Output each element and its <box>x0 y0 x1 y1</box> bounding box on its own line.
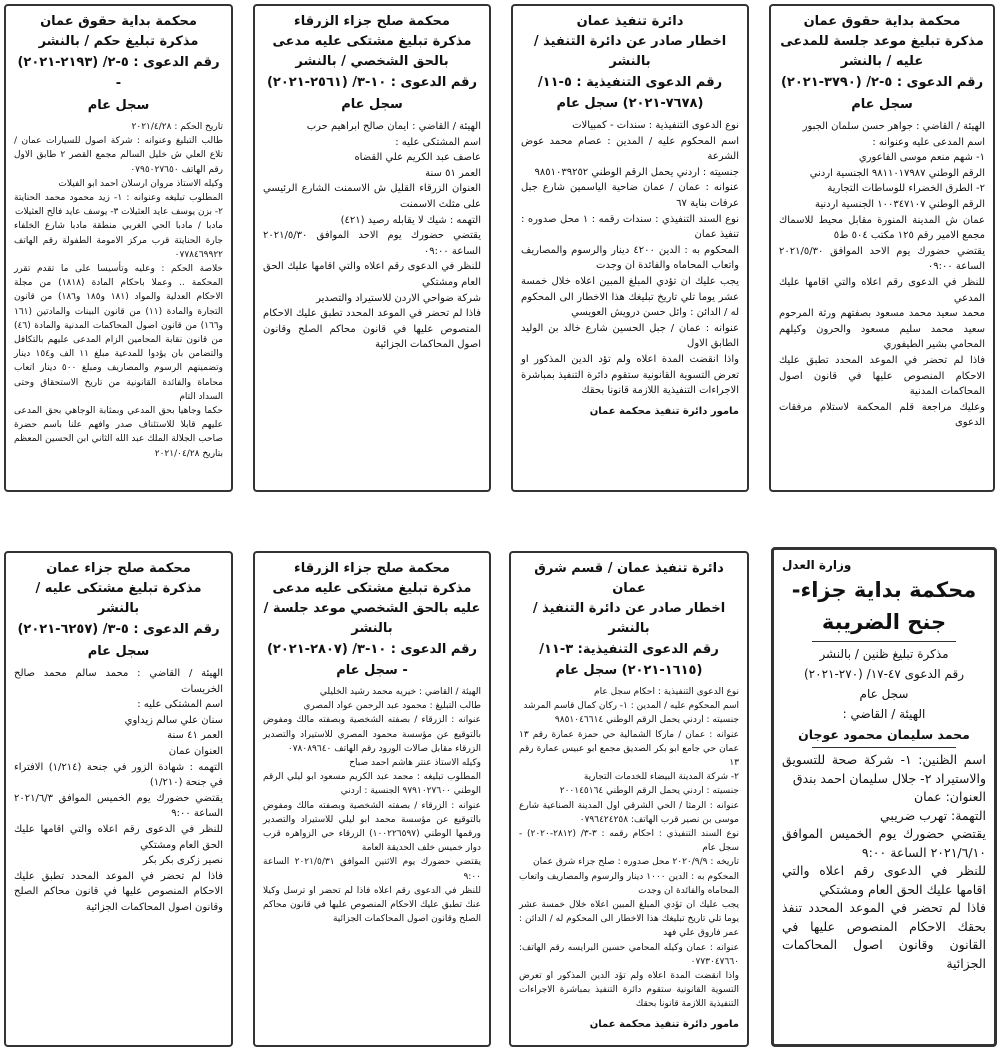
registry-label: سجل عام <box>87 98 150 113</box>
notice-line: اسم المحكوم عليه / المدين : ١- ركان كمال قاسم المرشد <box>523 701 739 712</box>
notice-line: العنوان: عمان <box>913 789 986 804</box>
notice-line: يقتضي حضورك يوم الاحد الموافق ٢٠٢١/٥/٣٠ الساعة ٠٩:٠٠ <box>779 245 985 273</box>
notice-line: العمر ٥١ سنة <box>425 167 481 179</box>
notice-line: عنوانه : الزرقاء / بصفته الشخصية وبصفته مالك ومفوض بالتوقيع عن مؤسسة محمد ابو ليلي للاستيراد والتصدير ورقمها الوطني (١٠٠٢٢٦٥٩٧) الزرقاء حي الزواهره قرب دوار خميس خلف الحديقة العامة <box>263 800 482 854</box>
notice-line: للنظر في الدعوى رقم اعلاه فاذا لم تحضر او ترسل وكيلا عنك تطبق عليك الاحكام المنصوص عليها في قانون محاكم الصلح وقانون اصول المحاكمات الجزائية <box>263 885 481 925</box>
notice-line: يقتضي حضورك يوم الاثنين الموافق ٢٠٢١/٥/٣١ الساعة ٩:٠٠ <box>263 857 481 882</box>
notice-east-amman-execution <box>509 551 749 1047</box>
notice-line: عنوانه : عمان / ماركا الشمالية حي حمزة عمارة رقم ١٣ عمان حي جامع ابو بكر الصديق مجمع ابو عبيس عمارة رقم ١٣ <box>519 729 739 769</box>
notice-line: نوع الدعوى التنفيذية : احكام سجل عام <box>594 687 739 697</box>
notice-body <box>521 118 739 399</box>
notice-title: مذكرة تبليغ موعد جلسة للمدعى عليه / بالنشر <box>780 34 984 69</box>
notice-line: العنوان الزرقاء القليل ش الاسمنت الشارع الرئيسي على مثلث الاسمنت <box>263 183 481 210</box>
notice-line: اسم المحكوم عليه / المدين : عصام محمد عوض الشرعة <box>521 135 739 163</box>
notice-line: الهيئة / القاضي : ايمان صالح ابراهيم حرب <box>306 121 481 132</box>
notice-zarqa-magistrate-court <box>253 4 491 492</box>
case-number: رقم الدعوى التنفيذية: ٣-١١/ (١٦١٥-٢٠٢١) سجل عام <box>539 642 719 678</box>
notice-line: فاذا لم تحضر في الموعد المحدد تنفذ بحقك الاحكام المنصوص عليها في القانون وقانون اصول المحاكمات الجزائية <box>782 900 986 971</box>
case-number: رقم الدعوى : ٥-٢/ (٣٧٩٠-٢٠٢١) <box>780 75 984 90</box>
notice-line: العمر ٤١ سنة <box>167 730 223 742</box>
notice-line: ٢- شركة المدينة البيضاء للخدمات التجارية <box>583 772 739 783</box>
notice-line: المحكوم به : الدين ٤٢٠٠ دينار والرسوم والمصاريف واتعاب المحاماه والفائدة ان وجدت <box>521 244 739 272</box>
court-name: محكمة صلح جزاء عمان <box>46 561 191 576</box>
case-number: رقم الدعوى : ١٠-٣/ (٢٨٠٧-٢٠٢١) - سجل عام <box>266 642 478 678</box>
notice-line: التهمه : شهادة الزور في جنحة (١/٢١٤) الافتراء في جنحة (١/٢١٠) <box>14 761 224 789</box>
notice-line: عنوانه : عمان / عمان ضاحية الياسمين شارع جبل عرفات بناية ٦٧ <box>521 182 739 209</box>
notice-line: عنوانه : الرمثا / الحي الشرقي اول المدينة الصناعية شارع موسى بن نصير قرب الهاتف: ٠٧٩٦٤٢٤٢٥٨ <box>519 800 739 825</box>
notice-line: المطلوب تبليغه وعنوانه : ١- زيد محمود محمد الحنايتة ٢- بزن يوسف عايد العثيلات ٣- يوسف عايد فالح العثيلات <box>14 193 223 218</box>
notice-title: اخطار صادر عن دائرة التنفيذ / بالنشر <box>533 34 727 69</box>
notice-line: فاذا لم تحضر في الموعد المحدد تطبق عليك الاحكام المنصوص عليها في قانون محاكم الصلح وقانون اصول المحاكمات الجزائية <box>263 308 481 351</box>
court-name: محكمة بداية حقوق عمان <box>40 14 197 29</box>
notice-line: الهيئة / القاضي : خيريه محمد رشيد الخليلي <box>319 687 481 697</box>
notice-body <box>263 685 481 926</box>
notice-line: تاريخه : ٢٠٢٠/٩/٩ محل صدوره : صلح جزاء شرق عمان <box>533 857 739 868</box>
notice-title: مذكرة تبليغ مشتكى عليه مدعى بالحق الشخصي / بالنشر <box>272 34 472 69</box>
notice-line: للنظر في الدعوى رقم اعلاه والتي اقامها عليك الحق العام ومشتكي <box>782 863 986 897</box>
case-number: رقم الدعوى : ٥-٢/ (٢١٩٣-٢٠٢١) - <box>17 55 220 91</box>
notice-line: الهيئة / القاضي : محمد سالم محمد صالح الخريسات <box>14 668 223 695</box>
notice-line: الرقم الوطني ١٠٠٣٤٧١٠٧ الجنسية اردنية <box>815 198 985 210</box>
notice-line: يجب عليك ان تؤدي المبلغ المبين اعلاه خلال خمسة عشر يوما تلي تاريخ تبليغك هذا الاخطار الى المحكوم له / الدائن : وائل حسن درويش العويسي <box>521 275 739 319</box>
notice-line: تاريخ الحكم : ٢٠٢١/٤/٢٨ <box>131 122 223 132</box>
notice-body <box>14 120 223 461</box>
notice-line: يقتضي حضورك يوم الخميس الموافق ٢٠٢١/٦/٣ الساعة ٩:٠٠ <box>14 792 223 820</box>
notice-line: فاذا لم تحضر في الموعد المحدد تطبق عليك الاحكام المنصوص عليها في قانون محاكم الصلح وقانون اصول المحاكمات الجزائية <box>14 870 223 913</box>
notice-footer: مامور دائرة تنفيذ محكمة عمان <box>589 1018 739 1030</box>
registry-label: سجل عام <box>859 687 909 701</box>
notice-line: نصير زكرى بكر بكر <box>142 855 223 867</box>
notice-amman-civil-court-hearing <box>769 4 995 492</box>
court-name: محكمة بداية حقوق عمان <box>803 14 961 29</box>
notice-line: العنوان عمان <box>168 745 223 757</box>
notice-line: محمد سعيد محمد مسعود بصفتهم ورثة المرحوم سعيد محمد سليم مسعود والحرون وكيلهم المحامي بشير الطيفوري <box>779 308 985 351</box>
notice-ministry-of-justice-tax-court <box>771 547 997 1047</box>
notice-line: اسم المشتكى عليه : <box>137 699 223 711</box>
notice-line: واذا انقضت المدة اعلاه ولم تؤد الدين المذكور او تعرض التسوية القانونية ستقوم دائرة التنفيذ بمباشرة الاجراءات التنفيذية اللازمة قانونا بحقك <box>519 971 739 1010</box>
registry-label: سجل عام <box>851 97 913 112</box>
case-number: رقم الدعوى : ١٠-٣/ (٢٥٦١-٢٠٢١) <box>266 75 478 90</box>
ministry-name: وزارة العدل <box>782 558 852 572</box>
notice-line: الهيئة / القاضي : جواهر حسن سلمان الجبور <box>802 121 985 132</box>
notice-line: مادبا / مادبا الحي الغربي منطقة مادبا شارع الخلفاء جارة الحنايتة قرب مركز الامومة الطفولة رقم الهاتف ٠٧٧٨٤٦٩٩٢٢ <box>14 221 223 260</box>
notice-title: اخطار صادر عن دائرة التنفيذ / بالنشر <box>532 601 726 636</box>
court-name: محكمة بداية جزاء- جنح الضريبة <box>791 578 977 634</box>
notice-line: وكيله الاستاذ مروان ارسلان احمد ابو الفيلات <box>58 178 223 189</box>
notice-line: التهمه : شيك لا يقابله رصيد (٤٢١) <box>340 214 481 226</box>
notice-line: شركة ضواحي الاردن للاستيراد والتصدير <box>316 292 481 304</box>
notice-line: جنسيته : اردني يحمل الرقم الوطني ٩٨٥١٠٤٦٦١٤ <box>554 715 739 726</box>
notice-line: عمان ش المدينة المنورة مقابل محيط للاسماك مجمع الامير رقم ١٢٥ مكتب ٥٠٤ ط٥ <box>779 214 985 242</box>
notice-line: يجب عليك ان تؤدي المبلغ المبين اعلاه خلال خمسة عشر يوما تلي تاريخ تبليغك هذا الاخطار الى المحكوم له / الدائن : عمر فاروق علي فهد <box>519 900 739 939</box>
notice-line: يقتضي حضورك يوم الاحد الموافق ٢٠٢١/٥/٣٠ الساعة ٠٩:٠٠ <box>263 230 481 257</box>
notice-line: ١- شهم منعم موسى الفاعوري <box>858 152 985 164</box>
court-name: دائرة تنفيذ عمان / قسم شرق عمان <box>534 561 724 596</box>
notice-line: نوع الدعوى التنفيذية : سندات - كمبيالات <box>572 120 739 131</box>
notice-line: طالب التبليغ وعنوانه : شركة اصول للسيارات عمان / تلاع العلي ش خليل السالم مجمع القصر ٢ طابق الاول رقم الهاتف ٠٧٩٥٠٢٧٦٥٠ <box>14 136 223 175</box>
notice-line: عنوانه : عمان / جبل الحسين شارع خالد بن الوليد الطابق الاول <box>521 322 739 350</box>
notice-body <box>779 119 985 431</box>
notice-title: مذكرة تبليغ مشتكى عليه مدعى عليه بالحق الشخصي موعد جلسة / بالنشر <box>263 581 481 636</box>
notice-line: عاصف عبد الكريم علي القضاه <box>354 152 481 164</box>
notice-line: للنظر في الدعوى رقم اعلاه والتي اقامها عليك الحق العام ومشتكي <box>263 261 481 288</box>
notice-title: مذكرة تبليغ مشتكى عليه / بالنشر <box>35 581 202 616</box>
notice-line: اسم الظنين: ١- شركة صحة للتسويق والاستيراد ٢- جلال سليمان احمد بندق <box>782 752 986 786</box>
notice-footer: مامور دائرة تنفيذ محكمة عمان <box>589 405 739 417</box>
divider <box>812 747 956 748</box>
court-name: محكمة صلح جزاء الزرقاء <box>294 561 450 576</box>
notice-body <box>263 119 481 353</box>
notice-amman-civil-court-judgment <box>4 4 233 492</box>
notice-line: الرقم الوطني ٩٨١١٠١٧٩٨٧ الجنسية اردني <box>809 167 985 179</box>
notice-line: عنوانه : الزرقاء / بصفته الشخصية وبصفته مالك ومفوض بالتوقيع عن مؤسسة محمود المصري للاستيراد والتصدير الزرقاء مقابل صالات الورود رقم الهاتف ٠٧٨٠٨٩٦٤٠ <box>263 715 481 754</box>
notice-line: واذا انقضت المدة اعلاه ولم تؤد الدين المذكور او تعرض التسوية القانونية ستقوم دائرة التنفيذ بمباشرة الاجراءات التنفيذية اللازمة قانونا بحقك <box>521 353 739 397</box>
notice-line: اسم المدعى عليه وعنوانه : <box>872 136 985 148</box>
notice-title: مذكرة تبليغ ظنين / بالنشر <box>819 647 949 661</box>
notice-line: فاذا لم تحضر في الموعد المحدد تطبق عليك الاحكام المنصوص عليها في قانون اصول المحاكمات المدنية <box>779 354 985 398</box>
panel-label: الهيئة / القاضي : <box>842 707 926 721</box>
notice-line: التهمة: تهرب ضريبي <box>880 807 986 823</box>
notice-line: المطلوب تبليغه : محمد عبد الكريم مسعود ابو ليلي الرقم الوطني ٩٧٩١٠٢٧٦٠٠ الجنسية : اردني <box>263 772 481 797</box>
notice-line: عنوانه : عمان وكيله المحامي حسين البرايسه رقم الهاتف: ٠٧٧٣٠٤٧٦٦٠ <box>519 942 739 967</box>
divider <box>812 641 956 642</box>
notice-line: خلاصة الحكم : وعليه وتأسيسا على ما تقدم تقرر المحكمة .. وعملا باحكام المادة (١٨١٨) من مجلة الاحكام العدلية والمواد (١٨١ و١٨٥ و١٨٦) من قانون التجارة والمادة (١١) من قانون البينات والمادتين (١٦١ و١٦٦) من قانون اصول المحاكمات المدنية والمادة (٤٦) من قانون نقابة المحامين الزام المدعى عليهم بالتكافل والتضامن بان يؤدوا للمدعية مبلغ ١١ الف و١٥٤ دينار وتضمينهم الرسوم والمصاريف ومبلغ ٥٠٠ دينار اتعاب محاماة والفائدة القانونية من تاريخ الاستحقاق وحتى السداد التام <box>14 264 224 402</box>
notice-body <box>782 751 986 973</box>
case-number: رقم الدعوى : ٥-٣/ (٦٢٥٧-٢٠٢١) <box>17 622 220 637</box>
notice-line: جنسيته : اردني يحمل الرقم الوطني ٢٠٠١٤٥١٦٤ <box>559 786 739 797</box>
notice-body <box>14 666 223 916</box>
notice-line: اسم المشتكى عليه : <box>395 136 481 148</box>
notice-line: وعليك مراجعة قلم المحكمة لاستلام مرفقات الدعوى <box>779 401 985 429</box>
notice-amman-magistrate-court <box>4 551 233 1047</box>
notice-line: نوع السند التنفيذي : سندات رقمه : ١ محل صدوره : تنفيذ عمان <box>521 213 739 241</box>
notice-line: سنان علي سالم زيداوي <box>124 714 223 726</box>
notice-line: حكما وجاهيا بحق المدعي وبمثابة الوجاهي بحق المدعى عليهم قابلا للاستئناف صدر وافهم علنا باسم حضرة صاحب الجلالة الملك عبد الله الثاني ابن الحسين المعظم بتاريخ ٢٠٢١/٠٤/٢٨ <box>14 406 223 459</box>
notice-line: المحكوم به : الدين ١٠٠٠ دينار والرسوم والمصاريف واتعاب المحاماه والفائدة ان وجدت <box>519 871 739 896</box>
notice-line: للنظر في الدعوى رقم اعلاه والتي اقامها عليك المدعي <box>779 276 985 304</box>
notice-line: ٢- الطرق الخضراء للوساطات التجارية <box>827 183 985 195</box>
notice-line: نوع السند التنفيذي : احكام رقمه : ٣-٣/ (٢٨١٢-٢٠٢٠) - سجل عام <box>519 829 739 854</box>
judge-name: محمد سليمان محمود عوجان <box>798 727 970 742</box>
case-number: رقم الدعوى التنفيذية : ٥-١١/ (٧٦٧٨-٢٠٢١) سجل عام <box>537 75 723 111</box>
registry-label: سجل عام <box>87 644 150 659</box>
notice-amman-execution-dept <box>511 4 749 492</box>
registry-label: سجل عام <box>341 97 403 112</box>
notice-line: وكيله الاستاذ عنتر هاشم احمد صباح <box>349 758 481 769</box>
court-name: دائرة تنفيذ عمان <box>576 14 684 29</box>
notice-body <box>519 685 739 1012</box>
notice-line: جنسيته : اردني يحمل الرقم الوطني ٩٨٥١٠٣٩٢٥٢ <box>534 166 739 178</box>
notice-line: يقتضي حضورك يوم الخميس الموافق ٢٠٢١/٦/١٠ الساعة ٩:٠٠ <box>782 826 986 860</box>
notice-line: للنظر في الدعوى رقم اعلاه والتي اقامها عليك الحق العام ومشتكي <box>14 823 223 851</box>
case-number: رقم الدعوى ٤٧-١٧/ (٢٧٠-٢٠٢١) <box>803 667 964 681</box>
notice-line: طالب التبليغ : محمود عبد الرحمن عواد المصري <box>303 701 481 712</box>
notice-zarqa-magistrate-hearing <box>253 551 491 1047</box>
court-name: محكمة صلح جزاء الزرقاء <box>294 14 450 29</box>
notice-title: مذكرة تبليغ حكم / بالنشر <box>38 34 199 49</box>
